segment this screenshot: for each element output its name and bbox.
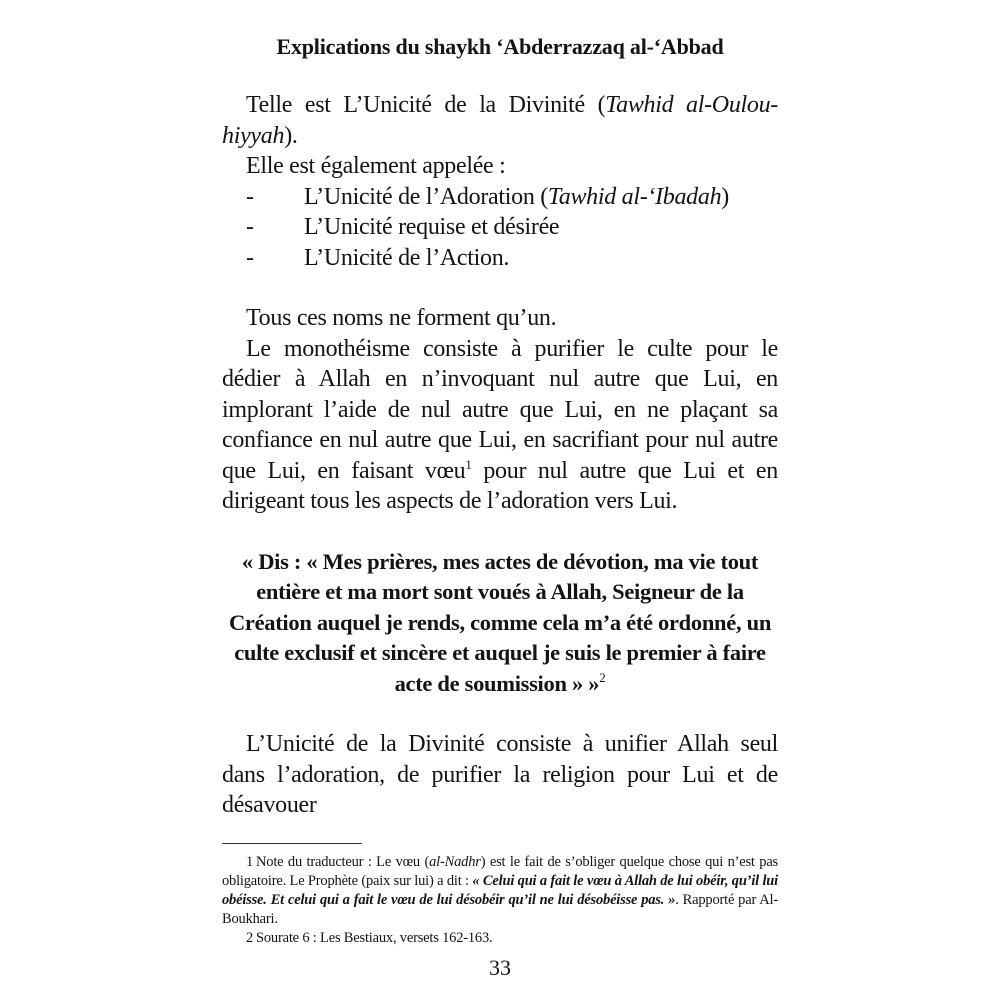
list-item: - L’Unicité de l’Action. [246,244,510,271]
footnotes [222,853,778,948]
footnote-1: 1 Note du traducteur : Le vœu (al-Nadhr) est le fait de s’obliger quelque chose qui n’est pas obligatoire. Le Prophète (paix sur lui) a dit : « Celui qui a fait le vœu à Allah de lui obéir, qu’il lui obéisse. Et celui qui a fait le vœu de lui désobéir qu’il ne lui désobéisse pas. ». Rapporté par Al-Boukhari. [222,853,779,927]
footnote-ref-1[interactable]: 1 [465,456,472,472]
list-item: - L’Unicité de l’Adoration (Tawhid al-‘Ibadah) [246,183,729,210]
paragraph-2: Elle est également appelée : [246,153,506,179]
running-header: Explications du shaykh ‘Abderrazzaq al-‘Abbad [276,34,724,59]
main-text [222,90,778,821]
paragraph-1: Telle est L’Unicité de la Divinité (Tawhid al-Oulou-hiyyah). [222,92,778,149]
italic-term: Tawhid al-Oulou-hiyyah [222,92,778,149]
paragraph-4: Le monothéisme consiste à purifier le culte pour le dédier à Allah en n’invoquant nul autre que Lui, en implorant l’aide de nul autre que Lui, en ne plaçant sa confiance en nul autre que Lui, en sacrifiant pour nul autre que Lui, en faisant vœu$^1$ pour nul autre que Lui et en dirigeant tous les aspects de l’adoration vers Lui. [222,335,778,514]
paragraph-5: L’Unicité de la Divinité consiste à unifier Allah seul dans l’adoration, de purifier la religion pour Lui et de désavouer [222,731,778,818]
page-content [222,30,778,948]
list-item: - L’Unicité requise et désirée [246,214,560,240]
quran-quote: « Dis : « Mes prières, mes actes de dévotion, ma vie tout entière et ma mort sont voués à Allah, Seigneur de la Création auquel je rends, comme cela m’a été ordonné, un culte exclusif et sincère et auquel je suis le premier à faire acte de soumission » »$^2$ [228,548,772,696]
footnote-ref-2[interactable]: 2 [599,669,606,685]
names-list [222,182,778,274]
footnote-divider [222,843,362,844]
paragraph-3: Tous ces noms ne forment qu’un. [246,305,557,331]
page-number: 33 [489,955,511,980]
footnote-2: 2 Sourate 6 : Les Bestiaux, versets 162-163. [246,929,493,946]
